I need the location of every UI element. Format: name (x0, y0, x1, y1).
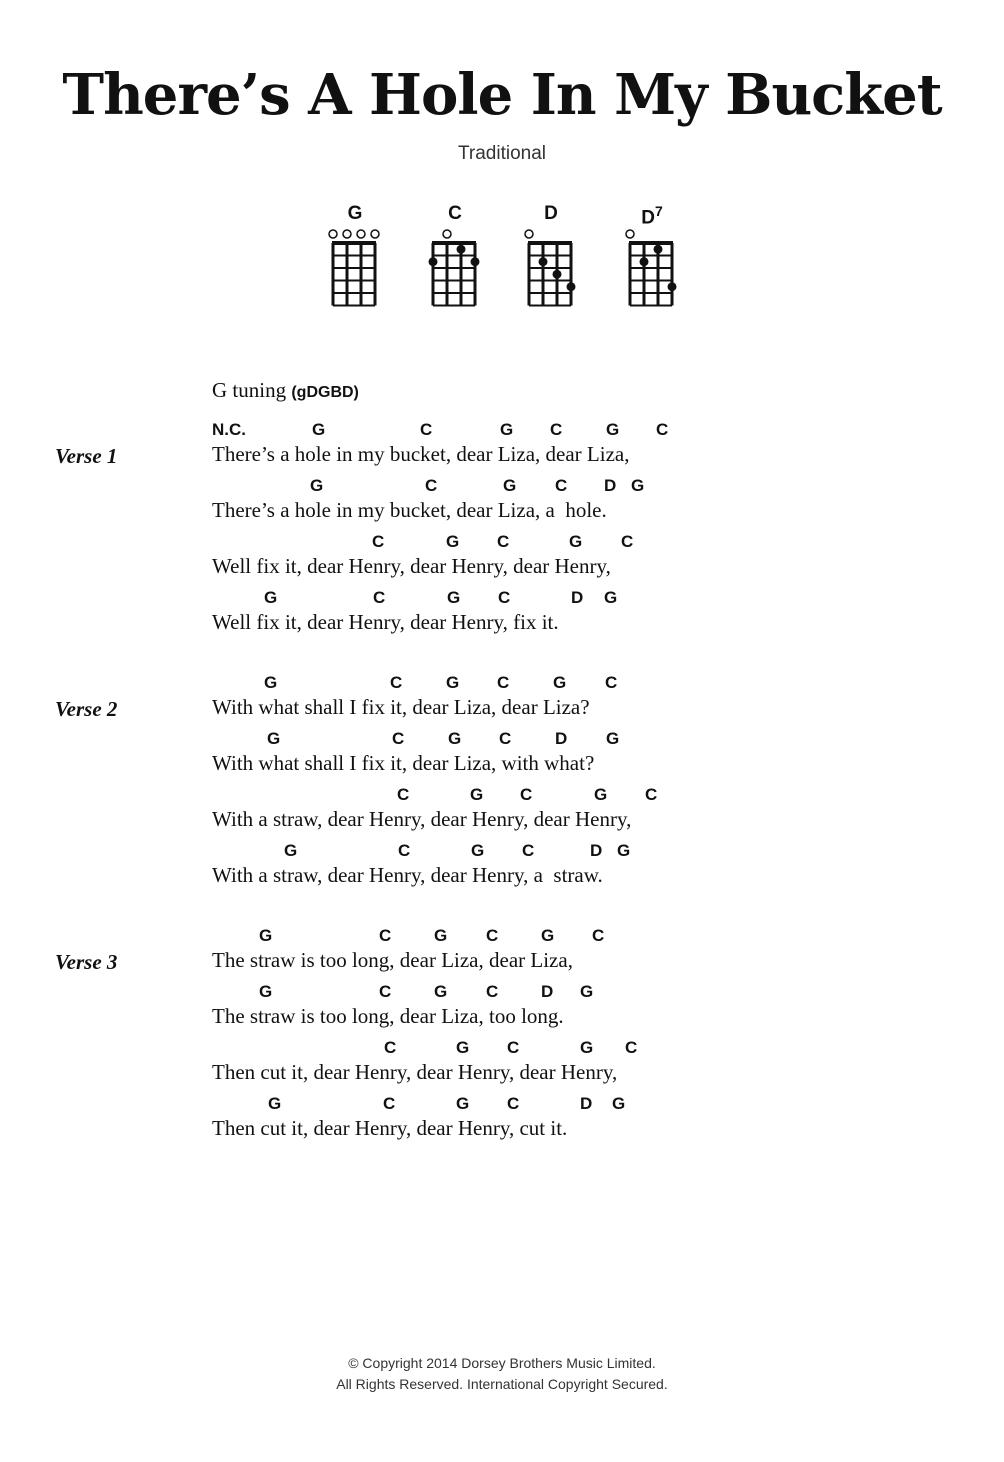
chord-symbol: G (471, 841, 485, 860)
chord-symbol: C (605, 673, 618, 692)
chord-symbol: G (284, 841, 298, 860)
tuning (212, 378, 359, 403)
chord-symbol: G (267, 729, 281, 748)
chord-symbol: G (268, 1094, 282, 1113)
chord-symbol: C (383, 1094, 396, 1113)
chord-symbol: G (569, 532, 583, 551)
lyric-line: Well fix it, dear Henry, dear Henry, dear Henry, (212, 554, 611, 578)
chord-symbol: C (379, 982, 392, 1001)
chord-symbol: C (398, 841, 411, 860)
chord-symbol: C (497, 673, 510, 692)
composer: Traditional (457, 143, 546, 164)
chord-symbol: C (397, 785, 410, 804)
chord-symbol: G (310, 476, 324, 495)
verse-label: Verse 2 (55, 697, 118, 721)
chord-symbol: C (592, 926, 605, 945)
verse-label: Verse 1 (55, 444, 118, 468)
lyric-line: There’s a hole in my bucket, dear Liza, dear Liza, (212, 442, 630, 466)
finger-dot (654, 245, 663, 254)
chord-symbol: G (553, 673, 567, 692)
chord-symbol: D (571, 588, 584, 607)
tuning-notes: (gDGBD) (291, 384, 359, 401)
chord-symbol: G (604, 588, 618, 607)
chord-symbol: N.C. (212, 420, 246, 439)
chord-name-text: D (544, 203, 558, 224)
chord-diagram-d (516, 203, 586, 313)
chord-symbol: G (503, 476, 517, 495)
chord-symbol: G (500, 420, 514, 439)
chord-symbol: G (264, 673, 278, 692)
chord-symbol: D (590, 841, 603, 860)
chord-symbol: D (541, 982, 554, 1001)
chord-symbol: C (499, 729, 512, 748)
finger-dot (553, 270, 562, 279)
lyric-line: The straw is too long, dear Liza, too long. (212, 1004, 564, 1028)
chord-symbol: C (625, 1038, 638, 1057)
chord-diagram-g (320, 203, 390, 313)
chord-symbol: C (555, 476, 568, 495)
chord-name-sup: 7 (654, 203, 663, 219)
chord-symbol: C (384, 1038, 397, 1057)
chord-diagram-name (516, 203, 586, 225)
chord-symbol: G (448, 729, 462, 748)
chord-symbol: C (379, 926, 392, 945)
chord-symbol: G (631, 476, 645, 495)
chord-symbol: C (425, 476, 438, 495)
chord-symbol: G (434, 926, 448, 945)
chord-symbol: G (606, 729, 620, 748)
copyright-line-1: © Copyright 2014 Dorsey Brothers Music Limited. (348, 1355, 656, 1371)
chord-symbol: C (645, 785, 658, 804)
finger-dot (539, 257, 548, 266)
open-string-marker (443, 230, 451, 238)
open-string-marker (525, 230, 533, 238)
chord-symbol: G (259, 982, 273, 1001)
open-string-marker (329, 230, 337, 238)
lyric-line: With what shall I fix it, dear Liza, dear Liza? (212, 695, 590, 719)
finger-dot (567, 282, 576, 291)
chord-symbol: G (264, 588, 278, 607)
chord-symbol: C (372, 532, 385, 551)
chord-name-text: G (347, 203, 363, 224)
chord-symbol: G (447, 588, 461, 607)
open-string-marker (343, 230, 351, 238)
finger-dot (471, 257, 480, 266)
chord-symbol: C (486, 926, 499, 945)
chord-symbol: G (446, 532, 460, 551)
chord-name-text: D (641, 207, 655, 229)
chord-symbol: C (497, 532, 510, 551)
chord-symbol: C (621, 532, 634, 551)
chord-symbol: D (604, 476, 617, 495)
chord-symbol: G (580, 982, 594, 1001)
chord-symbol: G (612, 1094, 626, 1113)
chord-symbol: C (507, 1094, 520, 1113)
chord-diagram-d7 (617, 203, 687, 313)
finger-dot (668, 282, 677, 291)
open-string-marker (371, 230, 379, 238)
chord-symbol: G (456, 1094, 470, 1113)
lyric-line: Well fix it, dear Henry, dear Henry, fix it. (212, 610, 559, 634)
chord-symbol: C (507, 1038, 520, 1057)
chord-symbol: G (594, 785, 608, 804)
lyric-line: With a straw, dear Henry, dear Henry, a straw. (212, 863, 603, 887)
chord-symbol: C (550, 420, 563, 439)
tuning-text: G tuning (212, 378, 292, 402)
lyric-line: With what shall I fix it, dear Liza, with what? (212, 751, 595, 775)
chord-symbol: C (520, 785, 533, 804)
chord-symbol: D (555, 729, 568, 748)
chord-symbol: G (312, 420, 326, 439)
chord-symbol: C (486, 982, 499, 1001)
chord-symbol: G (541, 926, 555, 945)
verse-label: Verse 3 (55, 950, 118, 974)
copyright-line-2: All Rights Reserved. International Copyright Secured. (336, 1376, 668, 1392)
chord-symbol: G (617, 841, 631, 860)
chord-symbol: C (392, 729, 405, 748)
chord-symbol: G (456, 1038, 470, 1057)
lyric-line: With a straw, dear Henry, dear Henry, dear Henry, (212, 807, 632, 831)
chord-symbol: C (498, 588, 511, 607)
lyric-line: There’s a hole in my bucket, dear Liza, a hole. (212, 498, 607, 522)
chord-symbol: G (434, 982, 448, 1001)
chord-symbol: G (580, 1038, 594, 1057)
chord-symbol: C (522, 841, 535, 860)
lyric-line: Then cut it, dear Henry, dear Henry, dear Henry, (212, 1060, 618, 1084)
lyric-line: Then cut it, dear Henry, dear Henry, cut it. (212, 1116, 568, 1140)
chord-symbol: C (656, 420, 669, 439)
chord-symbol: G (470, 785, 484, 804)
chord-symbol: C (420, 420, 433, 439)
finger-dot (640, 257, 649, 266)
open-string-marker (626, 230, 634, 238)
chord-diagram-name (320, 203, 390, 225)
chord-symbol: C (373, 588, 386, 607)
chord-symbol: D (580, 1094, 593, 1113)
chord-symbol: G (446, 673, 460, 692)
chord-symbol: G (259, 926, 273, 945)
chord-symbol: C (390, 673, 403, 692)
finger-dot (429, 257, 438, 266)
chord-name-text: C (448, 203, 462, 224)
chord-diagram-name (420, 203, 490, 225)
open-string-marker (357, 230, 365, 238)
chord-symbol: G (606, 420, 620, 439)
song-title: There’s A Hole In My Bucket (62, 62, 942, 128)
lyric-line: The straw is too long, dear Liza, dear Liza, (212, 948, 573, 972)
finger-dot (457, 245, 466, 254)
chord-diagram-c (420, 203, 490, 313)
